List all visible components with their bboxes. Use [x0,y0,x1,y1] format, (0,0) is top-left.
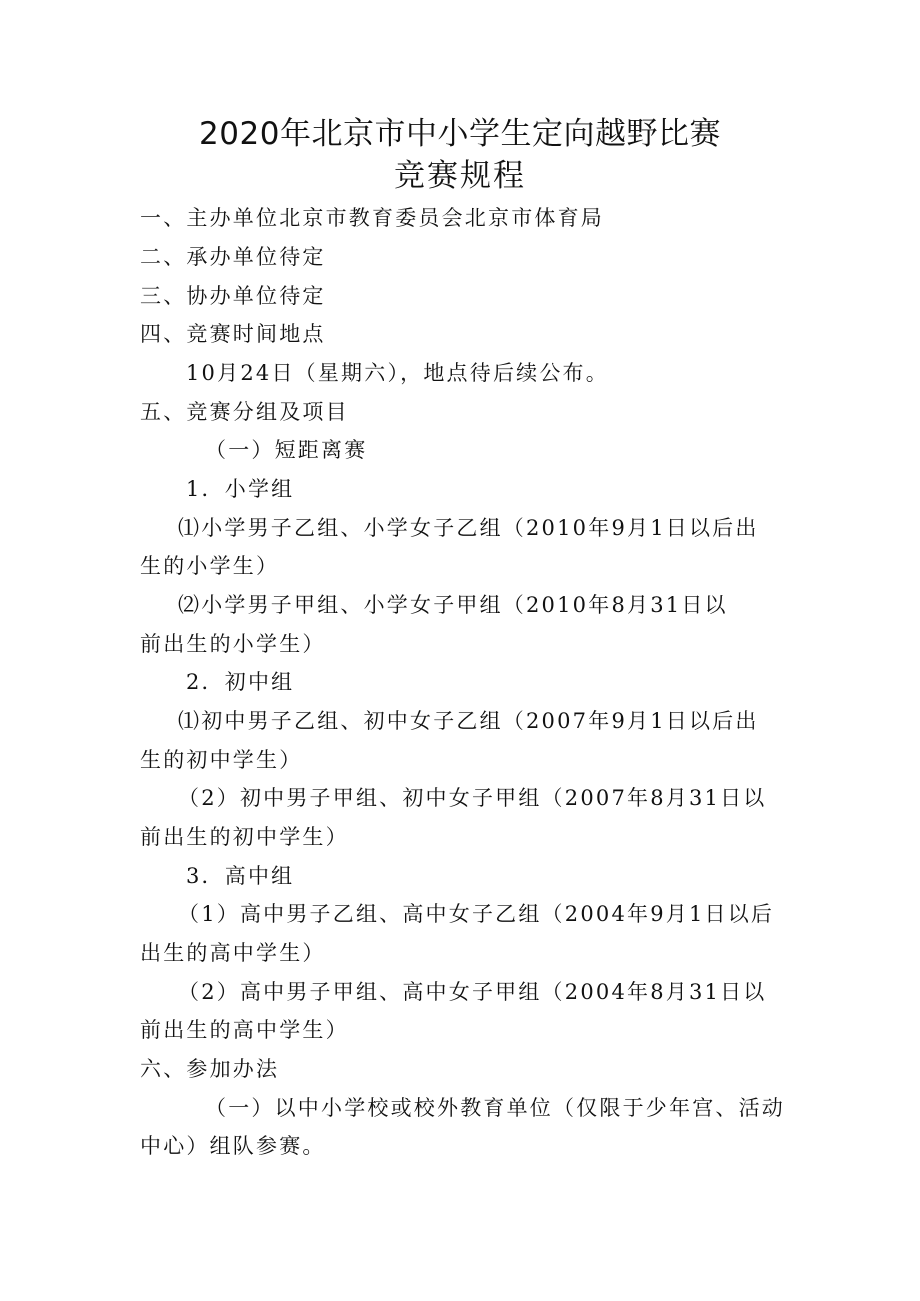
section-3-heading: 三、协办单位待定 [140,284,326,308]
document-subtitle: 竞赛规程 [394,158,526,194]
group-junior-item-1-cont: 生的初中学生） [140,748,303,772]
group-primary-item-1: ⑴小学男子乙组、小学女子乙组（2010年9月1日以后出 [178,516,759,540]
group-senior-item-1-cont: 出生的高中学生） [140,941,326,965]
group-junior-item-2-cont: 前出生的初中学生） [140,825,349,849]
section-2-heading: 二、承办单位待定 [140,245,326,269]
group-primary-item-1-cont: 生的小学生） [140,554,280,578]
group-senior-item-2: （2）高中男子甲组、高中女子甲组（2004年8月31日以 [178,980,767,1004]
document-title: 2020年北京市中小学生定向越野比赛 [199,116,721,152]
section-6-heading: 六、参加办法 [140,1057,280,1081]
group-primary-item-2-cont: 前出生的小学生） [140,632,326,656]
section-1-heading: 一、主办单位北京市教育委员会北京市体育局 [140,206,604,230]
section-4-text: 10月24日（星期六），地点待后续公布。 [186,361,609,385]
section-6-item-1-cont: 中心）组队参赛。 [140,1134,326,1158]
group-junior-heading: 2．初中组 [186,670,295,694]
group-senior-item-1: （1）高中男子乙组、高中女子乙组（2004年9月1日以后 [178,902,775,926]
group-senior-item-2-cont: 前出生的高中学生） [140,1018,349,1042]
group-senior-heading: 3．高中组 [186,864,295,888]
section-6-item-1: （一）以中小学校或校外教育单位（仅限于少年宫、活动 [205,1096,785,1120]
section-5-heading: 五、竞赛分组及项目 [140,400,349,424]
group-primary-heading: 1．小学组 [186,477,295,501]
group-primary-item-2: ⑵小学男子甲组、小学女子甲组（2010年8月31日以 [178,593,728,617]
section-5-subheading: （一）短距离赛 [205,438,368,462]
group-junior-item-2: （2）初中男子甲组、初中女子甲组（2007年8月31日以 [178,786,767,810]
section-4-heading: 四、竞赛时间地点 [140,322,326,346]
group-junior-item-1: ⑴初中男子乙组、初中女子乙组（2007年9月1日以后出 [178,709,759,733]
